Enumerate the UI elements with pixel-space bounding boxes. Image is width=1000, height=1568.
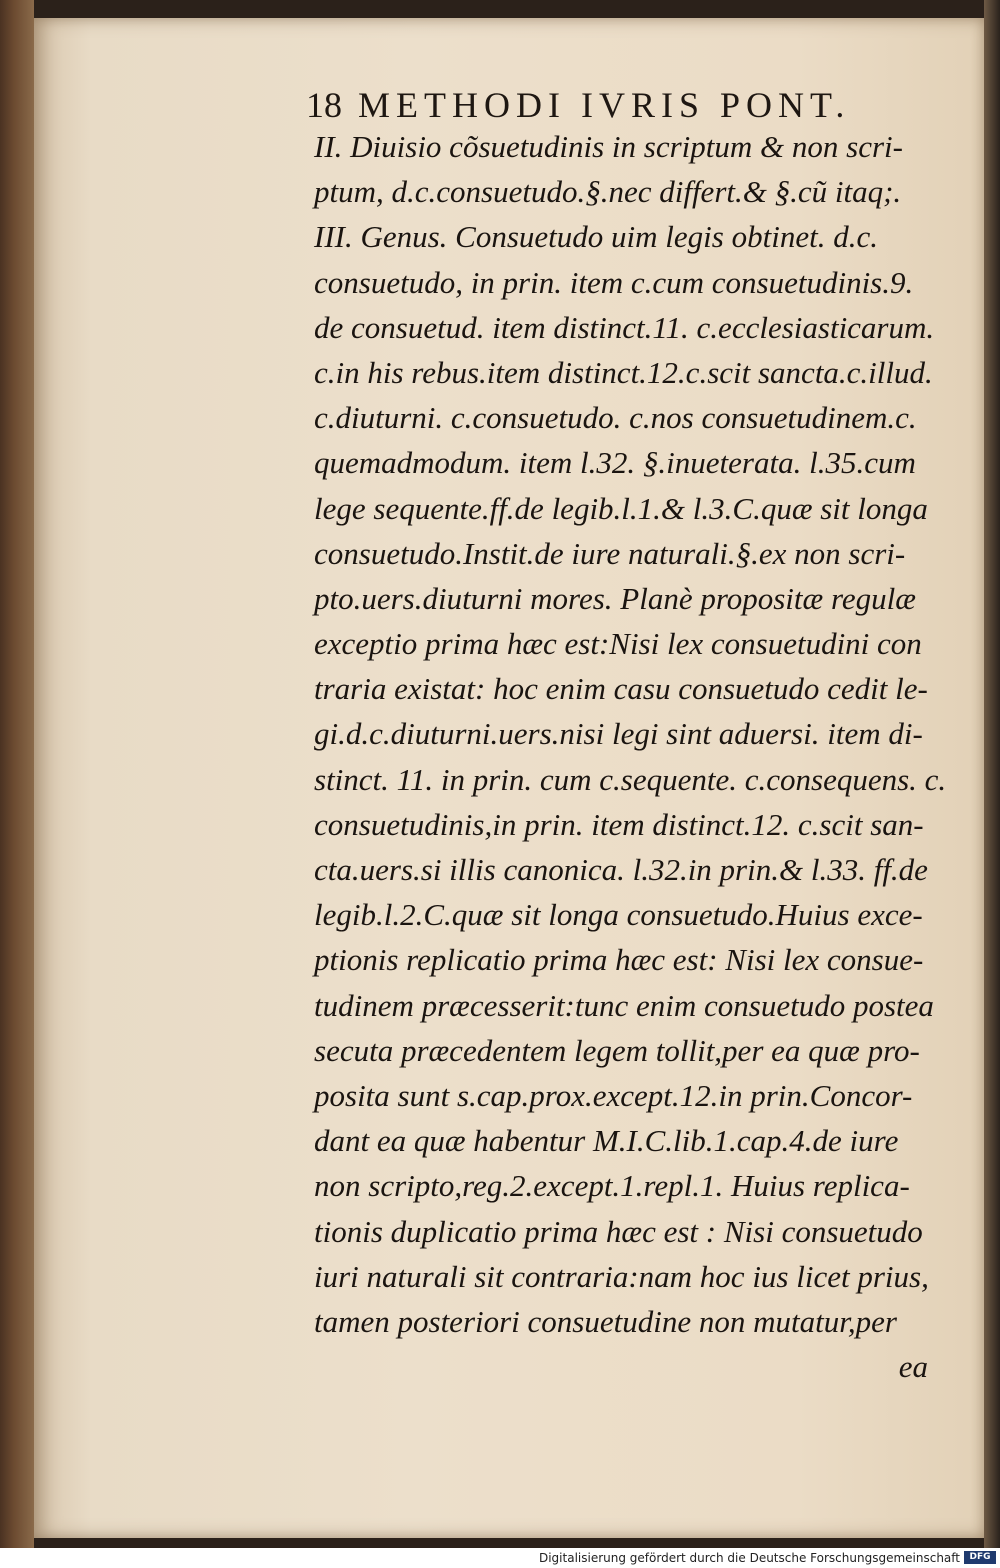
text-line: pto.uers.diuturni mores. Planè propositæ regulæ	[314, 580, 916, 616]
text-line: secuta præcedentem legem tollit,per ea quæ pro-	[314, 1032, 920, 1068]
text-line: cta.uers.si illis canonica. l.32.in prin.& l.33. ff.de	[314, 852, 928, 887]
book-spine	[0, 0, 34, 1548]
page-number: 18	[306, 85, 342, 125]
text-line: quemadmodum. item l.32. §.inueterata. l.35.cum	[314, 445, 916, 481]
text-line: ptum, d.c.consuetudo.§.nec differt.& §.cũ itaq;.	[314, 174, 902, 210]
text-line: iuri naturali sit contraria:nam hoc ius licet prius,	[314, 1258, 929, 1294]
dfg-logo: DFG	[964, 1551, 996, 1564]
text-line: c.diuturni. c.consuetudo. c.nos consuetudinem.c.	[314, 400, 917, 436]
text-line: exceptio prima hæc est:Nisi lex consuetudini con	[314, 626, 922, 662]
text-line: gi.d.c.diuturni.uers.nisi legi sint aduersi. item di-	[314, 716, 923, 752]
text-line: dant ea quæ habentur M.I.C.lib.1.cap.4.de iure	[314, 1123, 899, 1159]
page-edge	[984, 0, 1000, 1548]
text-line: traria existat: hoc enim casu consuetudo cedit le-	[314, 671, 928, 707]
text-line: c.in his rebus.item distinct.12.c.scit sancta.c.illud.	[314, 354, 933, 390]
digitization-footer	[0, 1548, 1000, 1568]
text-line: consuetudo, in prin. item c.cum consuetudinis.9.	[314, 264, 914, 300]
catchword: ea	[898, 1349, 928, 1385]
text-line: tionis duplicatio prima hæc est : Nisi consuetudo	[314, 1213, 923, 1249]
text-line: lege sequente.ff.de legib.l.1.& l.3.C.quæ sit longa	[314, 490, 928, 526]
text-line: tudinem præcesserit:tunc enim consuetudo postea	[314, 987, 934, 1023]
running-title: METHODI IVRIS PONT.	[358, 85, 851, 125]
text-line: consuetudinis,in prin. item distinct.12. c.scit san-	[314, 806, 924, 842]
text-line: posita sunt s.cap.prox.except.12.in prin.Concor-	[314, 1077, 913, 1113]
text-line: II. Diuisio cõsuetudinis in scriptum & non scri-	[314, 129, 903, 164]
text-line: stinct. 11. in prin. cum c.sequente. c.consequens. c.	[314, 761, 947, 797]
text-line: non scripto,reg.2.except.1.repl.1. Huius replica-	[314, 1168, 910, 1204]
text-line: legib.l.2.C.quæ sit longa consuetudo.Huius exce-	[314, 897, 923, 933]
funding-credit: Digitalisierung gefördert durch die Deutsche Forschungsgemeinschaft	[538, 1551, 960, 1565]
body-text	[314, 124, 964, 1389]
text-line: de consuetud. item distinct.11. c.ecclesiasticarum.	[314, 309, 935, 345]
text-line: ptionis replicatio prima hæc est: Nisi lex consue-	[314, 942, 924, 978]
text-line: tamen posteriori consuetudine non mutatur,per	[314, 1303, 897, 1339]
text-line: consuetudo.Instit.de iure naturali.§.ex non scri-	[314, 535, 906, 571]
running-header	[306, 84, 906, 126]
text-line: III. Genus. Consuetudo uim legis obtinet. d.c.	[314, 219, 878, 255]
